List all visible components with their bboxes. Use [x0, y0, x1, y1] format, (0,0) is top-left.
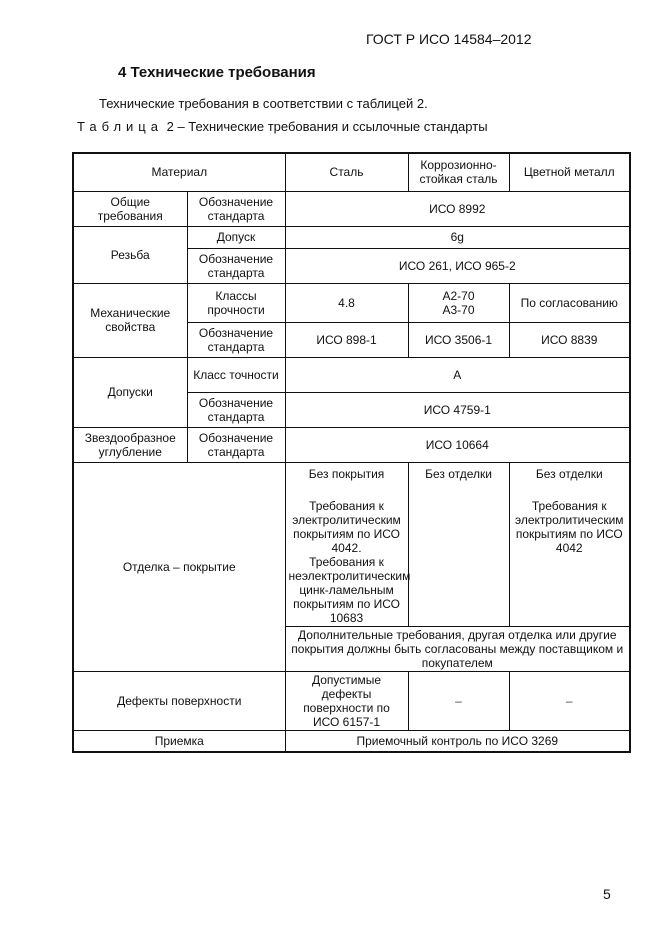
finish-steel	[285, 462, 411, 626]
mechanical-std-nonferrous: ИСО 8839	[509, 322, 630, 357]
tolerances-class-label: Класс точности	[187, 357, 285, 392]
finish-nonferrous-text: Требования к электролитическим покрытиям по ИСО 4042	[514, 498, 624, 555]
table-row	[73, 283, 630, 322]
table-row	[73, 357, 630, 392]
header-steel: Сталь	[285, 153, 408, 191]
general-label: Общие требования	[73, 191, 187, 226]
finish-stainless	[408, 462, 509, 626]
acceptance-value: Приемочный контроль по ИСО 3269	[285, 730, 630, 752]
defects-nonferrous: –	[509, 671, 630, 730]
recess-std-label: Обозначение стандарта	[187, 427, 285, 462]
general-std-label: Обозначение стандарта	[187, 191, 285, 226]
defects-steel: Допустимые дефекты поверхности по ИСО 6157-1	[285, 671, 408, 730]
finish-nonferrous	[509, 462, 630, 626]
caption-text: – Технические требования и ссылочные стандарты	[177, 119, 488, 134]
finish-steel-head: Без покрытия	[308, 466, 385, 481]
finish-additional: Дополнительные требования, другая отделка или другие покрытия должны быть согласованы между поставщиком и покупателем	[285, 626, 630, 671]
finish-steel-text-2: Требования к неэлектролитическим цинк-ламельным покрытиям по ИСО 10683	[288, 554, 411, 625]
mechanical-class-stainless	[408, 283, 509, 322]
intro-text: Технические требования в соответствии с таблицей 2.	[99, 96, 428, 111]
header-material: Материал	[73, 153, 285, 191]
finish-nonferrous-head: Без отделки	[535, 466, 603, 481]
mechanical-std-steel: ИСО 898-1	[285, 322, 408, 357]
table-row	[73, 427, 630, 462]
document-code: ГОСТ Р ИСО 14584–2012	[366, 31, 532, 47]
table-row	[73, 671, 630, 730]
tolerances-label: Допуски	[73, 357, 187, 427]
spec-table	[72, 152, 631, 753]
mechanical-class-stainless-1: A2-70	[442, 288, 475, 303]
table-row	[73, 730, 630, 752]
finish-steel-text-1: Требования к электролитическим покрытиям по ИСО 4042.	[292, 498, 401, 555]
tolerances-std-label: Обозначение стандарта	[187, 392, 285, 427]
defects-label: Дефекты поверхности	[73, 671, 285, 730]
mechanical-class-steel: 4.8	[285, 283, 408, 322]
general-value: ИСО 8992	[285, 191, 630, 226]
thread-std-value: ИСО 261, ИСО 965-2	[285, 248, 630, 283]
mechanical-std-label: Обозначение стандарта	[187, 322, 285, 357]
mechanical-label: Механические свойства	[73, 283, 187, 357]
mechanical-class-nonferrous: По согласованию	[509, 283, 630, 322]
thread-label: Резьба	[73, 226, 187, 283]
page-number: 5	[603, 886, 611, 902]
section-title: 4 Технические требования	[118, 64, 316, 81]
mechanical-std-stainless: ИСО 3506-1	[408, 322, 509, 357]
tolerances-class-value: A	[285, 357, 630, 392]
recess-std-value: ИСО 10664	[285, 427, 630, 462]
finish-label: Отделка – покрытие	[73, 462, 285, 671]
caption-number: 2	[166, 119, 174, 134]
table-row	[73, 462, 630, 626]
table-caption	[77, 119, 488, 134]
mechanical-class-label: Классы прочности	[187, 283, 285, 322]
recess-label: Звездообразное углубление	[73, 427, 187, 462]
thread-std-label: Обозначение стандарта	[187, 248, 285, 283]
header-stainless: Коррозионно-стойкая сталь	[408, 153, 509, 191]
thread-tol-value: 6g	[285, 226, 630, 248]
thread-tol-label: Допуск	[187, 226, 285, 248]
defects-stainless: –	[408, 671, 509, 730]
finish-stainless-head: Без отделки	[425, 466, 492, 481]
table-header-row	[73, 153, 630, 191]
mechanical-class-stainless-2: A3-70	[442, 302, 475, 317]
table-row	[73, 226, 630, 248]
caption-word: Таблица	[77, 119, 163, 134]
tolerances-std-value: ИСО 4759-1	[285, 392, 630, 427]
table-row	[73, 191, 630, 226]
acceptance-label: Приемка	[73, 730, 285, 752]
header-nonferrous: Цветной металл	[509, 153, 630, 191]
